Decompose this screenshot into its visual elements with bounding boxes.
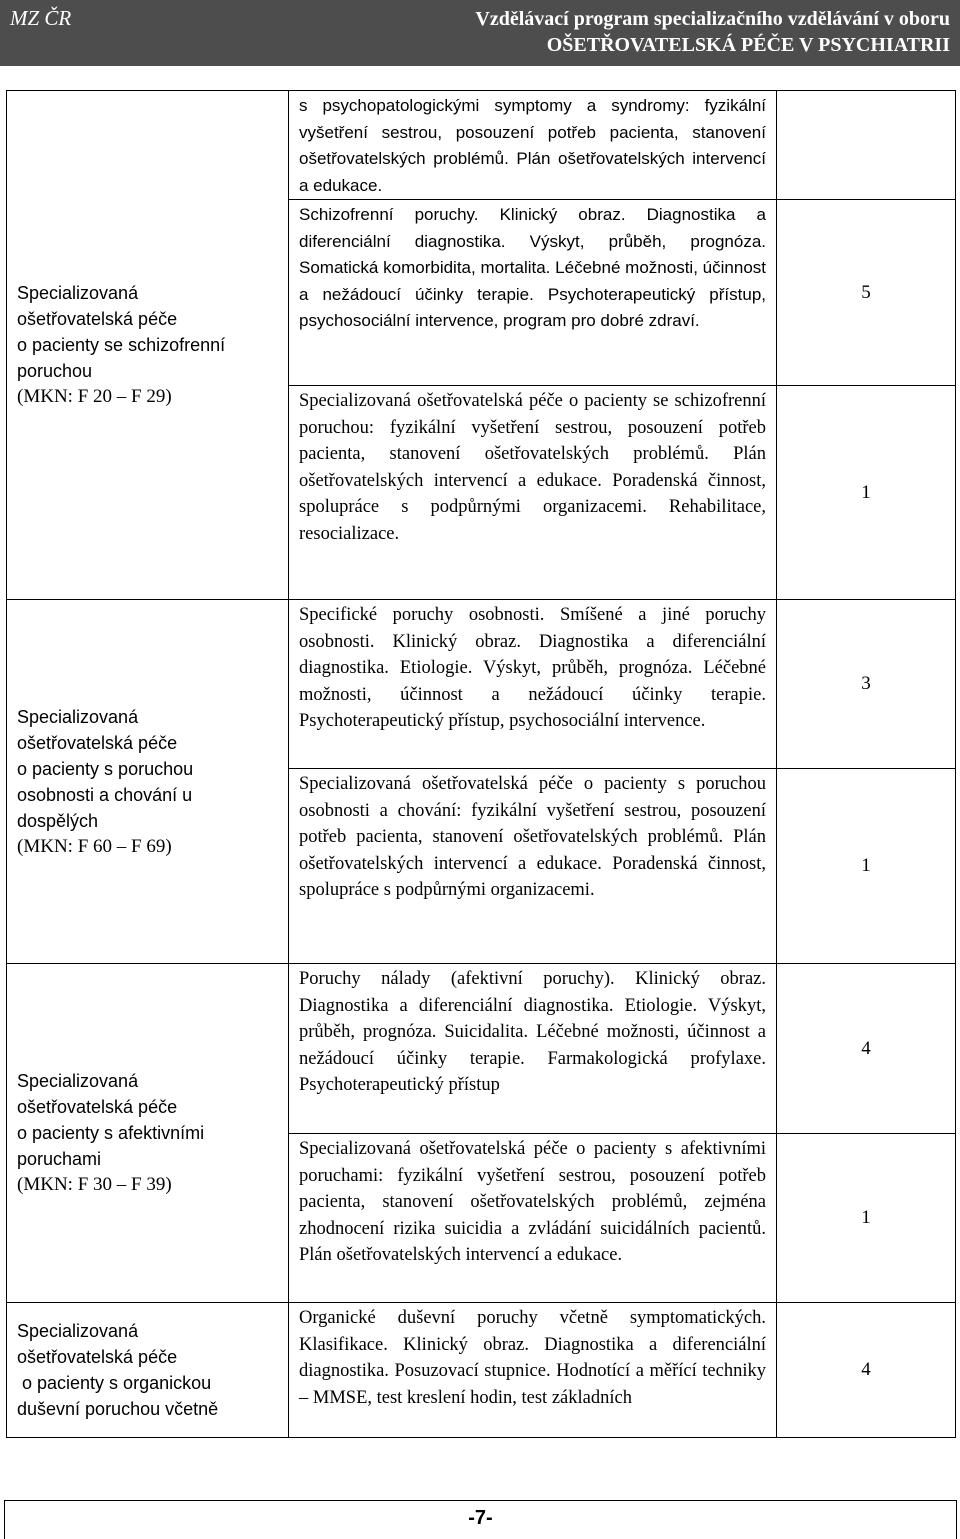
content-cell: Poruchy nálady (afektivní poruchy). Klinický obraz. Diagnostika a diferenciální diagnostika. Etiologie. Výskyt, průběh, prognóza. Suicidalita. Léčebné možnosti, účinnost a nežádoucí účinky terapie. Farmakologická profylaxe. Psychoterapeutický přístup bbox=[289, 964, 777, 1134]
topic-title: Specializovaná ošetřovatelská péče o pacienty se schizofrenní poruchou (MKN: F 20 – F 29) bbox=[7, 280, 288, 410]
table-row bbox=[7, 600, 956, 769]
topic-cell bbox=[7, 964, 289, 1303]
page-number: -7- bbox=[468, 1507, 493, 1529]
topic-mkn-code: (MKN: F 30 – F 39) bbox=[17, 1174, 172, 1195]
header-title-line1: Vzdělávací program specializačního vzdělávání v oboru bbox=[475, 8, 950, 30]
hours-cell: 4 bbox=[777, 964, 956, 1134]
curriculum-table bbox=[6, 90, 956, 1438]
content-cell: Schizofrenní poruchy. Klinický obraz. Diagnostika a diferenciální diagnostika. Výskyt, průběh, prognóza. Somatická komorbidita, mortalita. Léčebné možnosti, účinnost a nežádoucí účinky terapie. Psychoterapeutický přístup, psychosociální intervence, program pro dobré zdraví. bbox=[289, 200, 777, 386]
content-cell: Organické duševní poruchy včetně symptomatických. Klasifikace. Klinický obraz. Diagnostika a diferenciální diagnostika. Posuzovací stupnice. Hodnotící a měřící techniky – MMSE, test kreslení hodin, test základních bbox=[289, 1303, 777, 1438]
header-ministry: MZ ČR bbox=[10, 6, 72, 30]
hours-cell: 1 bbox=[777, 1134, 956, 1303]
topic-title: Specializovaná ošetřovatelská péče o pacienty s afektivními poruchami (MKN: F 30 – F 39) bbox=[7, 1068, 288, 1198]
hours-cell: 1 bbox=[777, 769, 956, 964]
topic-mkn-code: (MKN: F 20 – F 29) bbox=[17, 386, 172, 407]
table-row bbox=[7, 1303, 956, 1438]
table-row bbox=[7, 91, 956, 200]
content-cell: Specializovaná ošetřovatelská péče o pacienty s poruchou osobnosti a chování: fyzikální vyšetření sestrou, posouzení potřeb pacienta, stanovení ošetřovatelských problémů. Plán ošetřovatelských intervencí a edukace. Poradenská činnost, spolupráce s podpůrnými organizacemi. bbox=[289, 769, 777, 964]
topic-title: Specializovaná ošetřovatelská péče o pacienty s organickou duševní poruchou včetně bbox=[17, 1321, 219, 1419]
content-cell: Specifické poruchy osobnosti. Smíšené a jiné poruchy osobnosti. Klinický obraz. Diagnostika a diferenciální diagnostika. Etiologie. Výskyt, průběh, prognóza. Léčebné možnosti, účinnost a nežádoucí účinky terapie. Psychoterapeutický přístup, psychosociální intervence. bbox=[289, 600, 777, 769]
page-footer bbox=[4, 1500, 957, 1539]
topic-cell bbox=[7, 91, 289, 600]
hours-cell bbox=[777, 91, 956, 200]
topic-title: Specializovaná ošetřovatelská péče o pacienty s poruchou osobnosti a chování u dospělých (MKN: F 60 – F 69) bbox=[7, 704, 288, 860]
page-header bbox=[0, 0, 960, 66]
topic-cell bbox=[7, 600, 289, 964]
topic-cell bbox=[7, 1303, 289, 1438]
header-program-title bbox=[475, 6, 950, 58]
content-cell: s psychopatologickými symptomy a syndromy: fyzikální vyšetření sestrou, posouzení potřeb pacienta, stanovení ošetřovatelských problémů. Plán ošetřovatelských intervencí a edukace. bbox=[289, 91, 777, 200]
hours-cell: 5 bbox=[777, 200, 956, 386]
header-title-line2: OŠETŘOVATELSKÁ PÉČE V PSYCHIATRII bbox=[546, 34, 950, 56]
table-row bbox=[7, 964, 956, 1134]
hours-cell: 3 bbox=[777, 600, 956, 769]
topic-mkn-code: (MKN: F 60 – F 69) bbox=[17, 835, 172, 857]
content-cell: Specializovaná ošetřovatelská péče o pacienty s afektivními poruchami: fyzikální vyšetření sestrou, posouzení potřeb pacienta, stanovení ošetřovatelských problémů, zejména zhodnocení rizika suicidia a zvládání suicidálních pacientů. Plán ošetřovatelských intervencí a edukace. bbox=[289, 1134, 777, 1303]
content-cell: Specializovaná ošetřovatelská péče o pacienty se schizofrenní poruchou: fyzikální vyšetření sestrou, posouzení potřeb pacienta, stanovení ošetřovatelských problémů. Plán ošetřovatelských intervencí a edukace. Poradenská činnost, spolupráce s podpůrnými organizacemi. Rehabilitace, resocializace. bbox=[289, 386, 777, 600]
hours-cell: 1 bbox=[777, 386, 956, 600]
hours-cell: 4 bbox=[777, 1303, 956, 1438]
